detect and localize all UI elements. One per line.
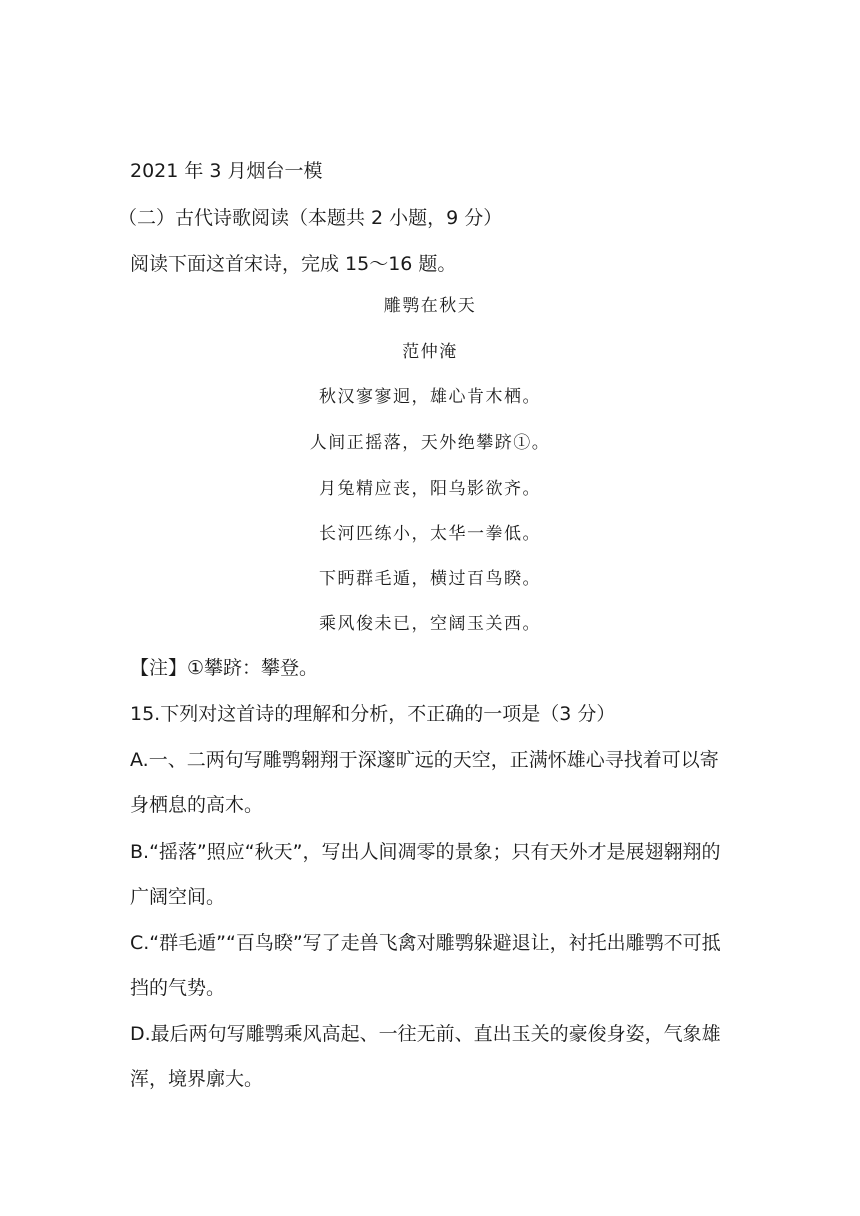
- option-a: A.一、二两句写雕鹗翱翔于深邃旷远的天空，正满怀雄心寻找着可以寄身栖息的高木。: [130, 749, 719, 816]
- annotation-note: 【注】①攀跻：攀登。: [130, 657, 319, 679]
- reading-instruction: 阅读下面这首宋诗，完成 15～16 题。: [130, 253, 457, 275]
- poem-line: 下眄群毛遁，横过百鸟睽。: [319, 569, 541, 589]
- question-stem: 15.下列对这首诗的理解和分析，不正确的一项是（3 分）: [130, 703, 616, 725]
- poem-line: 人间正摇落，天外绝攀跻①。: [309, 433, 551, 453]
- poem-line: 长河匹练小，太华一拳低。: [319, 524, 541, 544]
- poem-line: 月兔精应丧，阳乌影欲齐。: [319, 479, 541, 499]
- poem-author: 范仲淹: [402, 342, 458, 362]
- option-b: B.“摇落”照应“秋天”，写出人间凋零的景象；只有天外才是展翅翱翔的广阔空间。: [130, 841, 721, 908]
- option-d: D.最后两句写雕鹗乘风高起、一往无前、直出玉关的豪俊身姿，气象雄浑，境界廓大。: [130, 1023, 721, 1090]
- option-c: C.“群毛遁”“百鸟睽”写了走兽飞禽对雕鹗躲避退让，衬托出雕鹗不可抵挡的气势。: [130, 932, 721, 999]
- poem-line: 秋汉寥寥迥，雄心肯木栖。: [319, 387, 541, 407]
- poem-title: 雕鹗在秋天: [383, 296, 477, 316]
- poem-line: 乘风俊未已，空阔玉关西。: [319, 614, 541, 634]
- exam-title: 2021 年 3 月烟台一模: [130, 160, 323, 182]
- section-title: （二）古代诗歌阅读（本题共 2 小题，9 分）: [118, 207, 503, 229]
